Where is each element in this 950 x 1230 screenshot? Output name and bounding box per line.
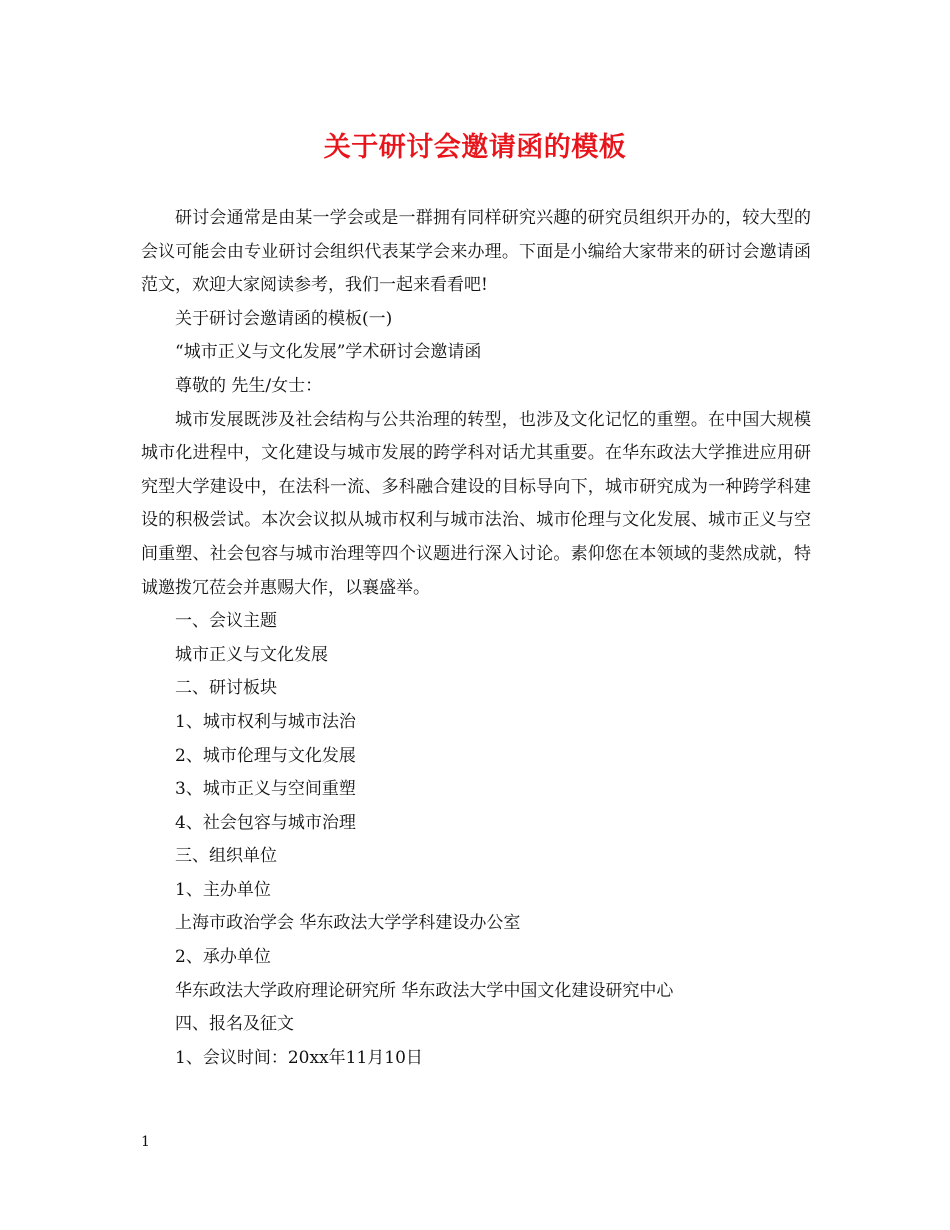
invitation-title: “城市正义与文化发展”学术研讨会邀请函: [175, 342, 482, 363]
page-number: 1: [141, 1134, 150, 1150]
document-body: [141, 202, 811, 1075]
section-heading-organizers: 三、组织单位: [175, 846, 277, 867]
template-heading: 关于研讨会邀请函的模板(一): [175, 308, 393, 329]
intro-paragraph: 研讨会通常是由某一学会或是一群拥有同样研究兴趣的研究员组织开办的，较大型的会议可能会由专业研讨会组织代表某学会来办理。下面是小编给大家带来的研讨会邀请函范文，欢迎大家阅读参考，我们一起来看看吧!: [141, 208, 811, 296]
main-paragraph: 城市发展既涉及社会结构与公共治理的转型，也涉及文化记忆的重塑。在中国大规模城市化进程中，文化建设与城市发展的跨学科对话尤其重要。在华东政法大学推进应用研究型大学建设中，在法科一流、多科融合建设的目标导向下，城市研究成为一种跨学科建设的积极尝试。本次会议拟从城市权利与城市法治、城市伦理与文化发展、城市正义与空间重塑、社会包容与城市治理等四个议题进行深入讨论。素仰您在本领域的斐然成就，特诚邀拨冗莅会并惠赐大作，以襄盛举。: [141, 409, 811, 598]
meeting-time: 1、会议时间：20xx年11月10日: [175, 1047, 423, 1068]
organizer-subheading: 2、承办单位: [175, 947, 271, 968]
section-heading-theme: 一、会议主题: [175, 611, 277, 632]
panel-item: 4、社会包容与城市治理: [175, 812, 356, 833]
panel-item: 3、城市正义与空间重塑: [175, 779, 356, 800]
section-heading-panels: 二、研讨板块: [175, 678, 277, 699]
document-title: 关于研讨会邀请函的模板: [323, 132, 627, 163]
salutation: 尊敬的 先生/女士：: [175, 375, 323, 396]
panel-item: 2、城市伦理与文化发展: [175, 745, 356, 766]
section-heading-registration: 四、报名及征文: [175, 1014, 294, 1035]
organizer-subheading: 1、主办单位: [175, 879, 271, 900]
theme-text: 城市正义与文化发展: [175, 644, 328, 665]
co-organizers: 华东政法大学政府理论研究所 华东政法大学中国文化建设研究中心: [175, 980, 674, 1001]
panel-item: 1、城市权利与城市法治: [175, 711, 356, 732]
host-organizers: 上海市政治学会 华东政法大学学科建设办公室: [175, 913, 521, 934]
